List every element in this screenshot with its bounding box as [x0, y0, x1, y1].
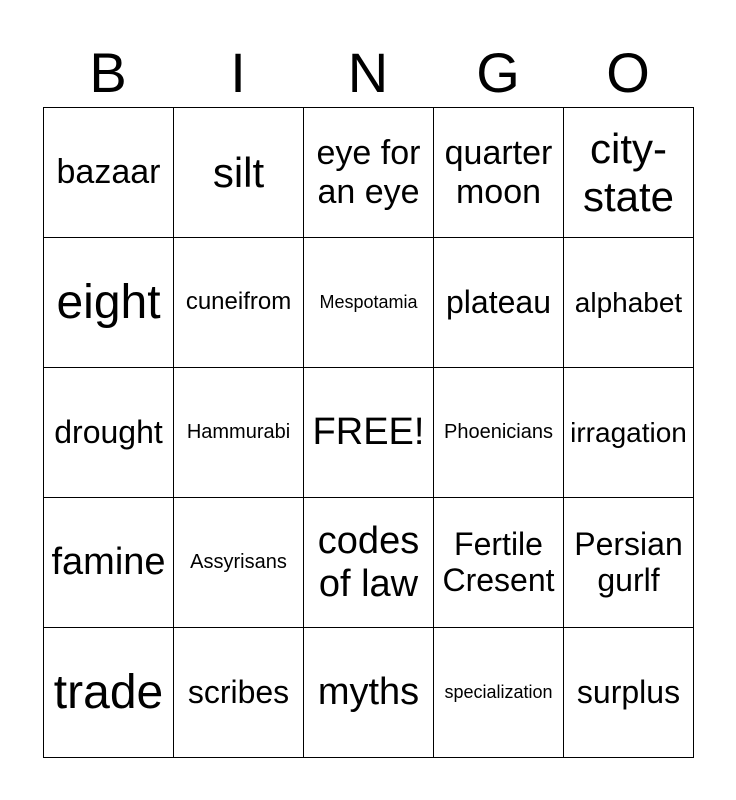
board-row: [44, 368, 694, 498]
bingo-cell: Hammurabi: [174, 368, 304, 498]
bingo-cell: specialization: [434, 628, 564, 758]
board-row: [44, 108, 694, 238]
bingo-cell bingo-free-space: FREE!: [304, 368, 434, 498]
bingo-cell: Fertile Cresent: [434, 498, 564, 628]
bingo-cell: alphabet: [564, 238, 694, 368]
header-letter-o: O: [606, 41, 650, 104]
bingo-cell: irragation: [564, 368, 694, 498]
board-row: [44, 238, 694, 368]
bingo-cell: quarter moon: [434, 108, 564, 238]
bingo-cell: Mespotamia: [304, 238, 434, 368]
header-letter-n: N: [347, 41, 389, 104]
bingo-cell: scribes: [174, 628, 304, 758]
bingo-cell: trade: [44, 628, 174, 758]
header-letter-i: I: [230, 41, 246, 104]
bingo-cell: codes of law: [304, 498, 434, 628]
bingo-cell: city-state: [564, 108, 694, 238]
bingo-cell: Persian gurlf: [564, 498, 694, 628]
bingo-cell: cuneifrom: [174, 238, 304, 368]
bingo-cell: bazaar: [44, 108, 174, 238]
bingo-cell: eight: [44, 238, 174, 368]
bingo-cell: eye for an eye: [304, 108, 434, 238]
bingo-cell: Phoenicians: [434, 368, 564, 498]
bingo-cell: drought: [44, 368, 174, 498]
board-row: [44, 498, 694, 628]
bingo-cell: silt: [174, 108, 304, 238]
bingo-cell: Assyrisans: [174, 498, 304, 628]
bingo-board: [43, 107, 694, 758]
bingo-cell: myths: [304, 628, 434, 758]
bingo-cell: plateau: [434, 238, 564, 368]
board-row: [44, 628, 694, 758]
bingo-cell: surplus: [564, 628, 694, 758]
bingo-header: [43, 40, 693, 106]
header-letter-b: B: [89, 41, 127, 104]
header-letter-g: G: [476, 41, 520, 104]
bingo-cell: famine: [44, 498, 174, 628]
